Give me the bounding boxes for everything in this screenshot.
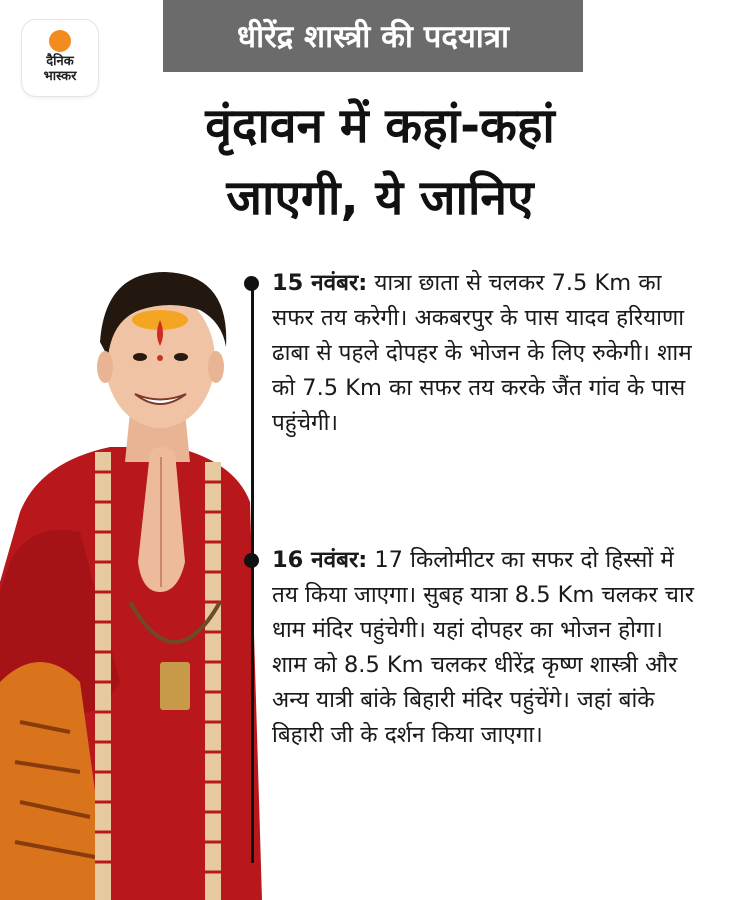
entry-text: यात्रा छाता से चलकर 7.5 Km का सफर तय करेगी। अकबरपुर के पास यादव हरियाणा ढाबा से पहले दोपहर के भोजन के लिए रुकेगी। शाम को 7.5 Km का सफर तय करके जैंत गांव के पास पहुंचेगी। bbox=[272, 270, 692, 436]
timeline-entry-15-nov bbox=[272, 266, 702, 441]
timeline-dot bbox=[244, 276, 259, 291]
entry-text: 17 किलोमीटर का सफर दो हिस्सों में तय किया जाएगा। सुबह यात्रा 8.5 Km चलकर चार धाम मंदिर पहुंचेगी। यहां दोपहर का भोजन होगा। शाम को 8.5 Km चलकर धीरेंद्र कृष्ण शास्त्री और अन्य यात्री बांके बिहारी मंदिर पहुंचेंगे। जहां बांके बिहारी जी के दर्शन किया जाएगा। bbox=[272, 547, 694, 748]
timeline-line bbox=[251, 283, 254, 863]
logo-line-1: दैनिक bbox=[46, 54, 74, 69]
entry-date: 16 नवंबर: bbox=[272, 547, 368, 573]
banner-title: धीरेंद्र शास्त्री की पदयात्रा bbox=[237, 19, 509, 55]
headline-line-1: वृंदावन में कहां-कहां bbox=[205, 98, 555, 154]
logo-line-2: भास्कर bbox=[43, 69, 77, 84]
dainik-bhaskar-logo bbox=[22, 20, 98, 96]
sun-icon bbox=[49, 30, 71, 52]
headline-line-2: जाएगी, ये जानिए bbox=[226, 170, 534, 226]
entry-date: 15 नवंबर: bbox=[272, 270, 368, 296]
timeline-entry-16-nov bbox=[272, 543, 702, 753]
person-illustration bbox=[0, 262, 270, 900]
timeline-dot bbox=[244, 553, 259, 568]
page-headline bbox=[100, 90, 660, 234]
top-banner bbox=[163, 0, 583, 72]
